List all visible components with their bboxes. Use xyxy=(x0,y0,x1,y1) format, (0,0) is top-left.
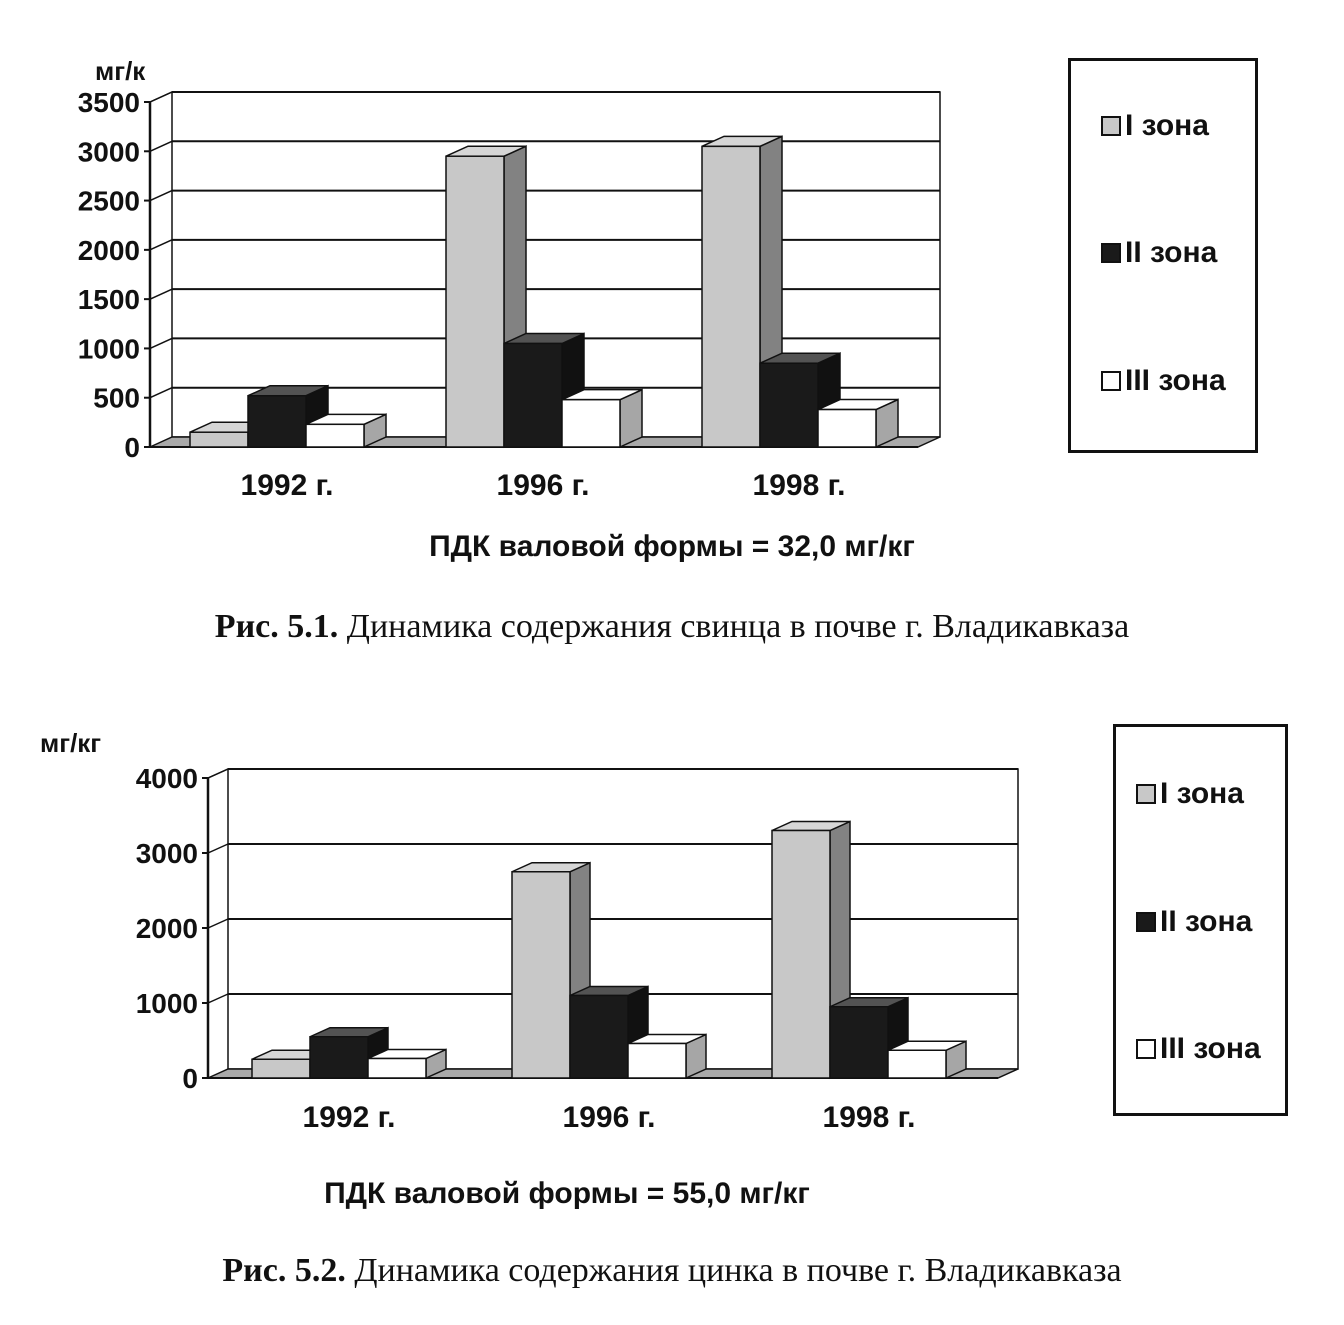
bar xyxy=(830,1007,888,1078)
bar xyxy=(252,1059,310,1078)
x-category-label: 1998 г. xyxy=(822,1101,916,1134)
figure-caption-zinc xyxy=(0,1252,1344,1290)
legend-zinc xyxy=(1113,724,1288,1116)
gridline-side xyxy=(208,994,228,1003)
y-tick-label: 3500 xyxy=(77,87,140,118)
x-category-label: 1992 г. xyxy=(240,469,334,502)
bar xyxy=(772,831,830,1079)
x-category-label: 1996 г. xyxy=(562,1101,656,1134)
bar xyxy=(888,1050,946,1078)
pdk-note-zinc: ПДК валовой формы = 55,0 мг/кг xyxy=(324,1177,810,1210)
legend-swatch-zone-2 xyxy=(1136,912,1156,932)
caption-number-zinc: Рис. 5.2. xyxy=(222,1252,346,1289)
gridline-side xyxy=(208,844,228,853)
gridline-side xyxy=(208,769,228,778)
y-tick-label: 500 xyxy=(93,382,140,414)
y-tick-label: 0 xyxy=(124,432,140,463)
y-tick-label: 3000 xyxy=(77,136,140,168)
caption-number-lead: Рис. 5.1. xyxy=(214,608,339,645)
caption-text-lead: Динамика содержания свинца в почве г. Владикавказа xyxy=(346,608,1130,645)
legend-swatch-zone-1 xyxy=(1136,784,1156,804)
pdk-note-lead: ПДК валовой формы = 32,0 мг/кг xyxy=(429,530,915,563)
y-axis-label: мг/кг xyxy=(40,728,102,758)
legend-label-zone-2: II зона xyxy=(1160,905,1253,938)
y-tick-label: 3000 xyxy=(135,838,198,869)
bar xyxy=(628,1044,686,1079)
x-category-label: 1998 г. xyxy=(752,469,846,502)
y-tick-label: 0 xyxy=(182,1063,198,1094)
bar xyxy=(570,996,628,1079)
bar xyxy=(512,872,570,1078)
y-axis-label: мг/к xyxy=(95,56,146,86)
y-tick-label: 1000 xyxy=(77,333,140,365)
legend-label-zone-1: I зона xyxy=(1160,777,1244,810)
y-tick-label: 2000 xyxy=(77,234,140,266)
legend-item-zone-2 xyxy=(1136,905,1252,939)
y-tick-label: 4000 xyxy=(135,763,198,794)
legend-label-zone-2: II зона xyxy=(1125,236,1218,269)
x-category-label: 1992 г. xyxy=(302,1101,396,1134)
legend-label-zone-3: III зона xyxy=(1125,364,1226,397)
y-tick-label: 2000 xyxy=(135,913,198,944)
bar xyxy=(368,1059,426,1079)
y-tick-label: 1000 xyxy=(135,988,198,1019)
caption-text-zinc: Динамика содержания цинка в почве г. Владикавказа xyxy=(354,1252,1122,1289)
bar xyxy=(310,1037,368,1078)
y-tick-label: 2500 xyxy=(77,185,140,217)
y-tick-label: 1500 xyxy=(77,284,140,316)
x-category-label: 1996 г. xyxy=(496,469,590,502)
legend-label-zone-3: III зона xyxy=(1160,1032,1261,1065)
legend-item-zone-3 xyxy=(1136,1032,1261,1066)
legend-item-zone-1 xyxy=(1136,777,1244,811)
legend-swatch-zone-3 xyxy=(1136,1039,1156,1059)
legend-label-zone-1: I зона xyxy=(1125,109,1209,142)
gridline-side xyxy=(208,919,228,928)
